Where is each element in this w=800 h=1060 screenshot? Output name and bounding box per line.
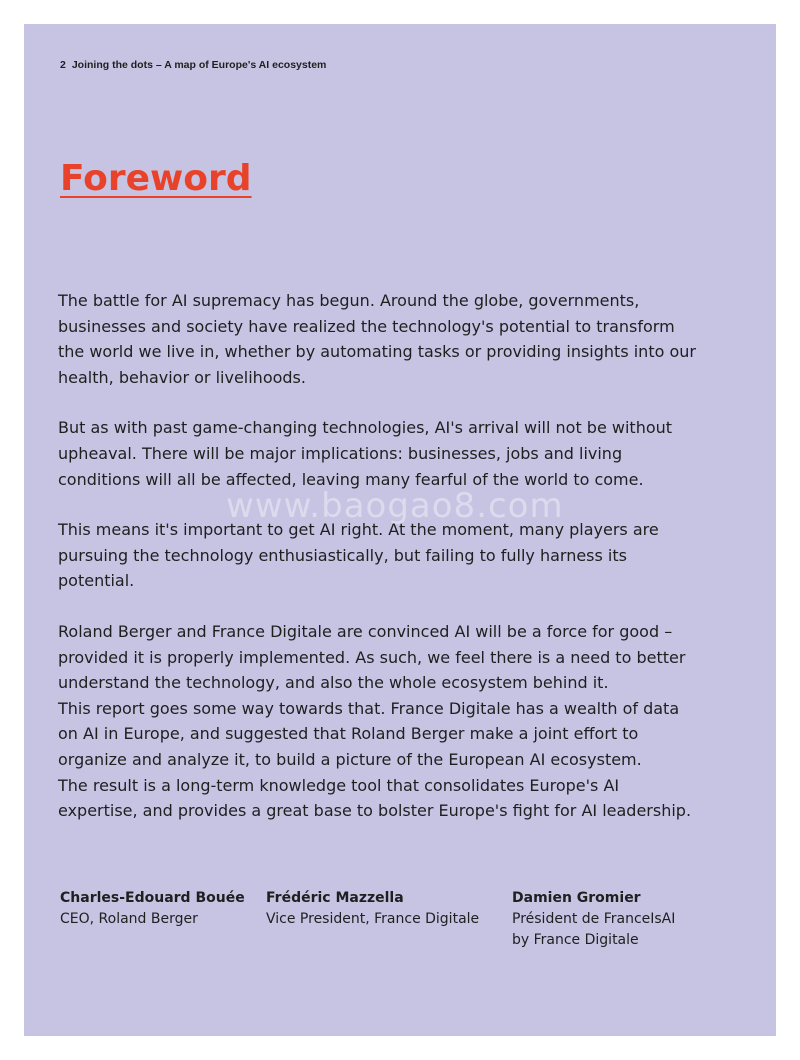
paragraph-6: The result is a long-term knowledge tool that consolidates Europe's AI expertise, and provides a great base to bolster Europe's fight for AI leadership. — [58, 775, 692, 821]
signatory-gromier — [512, 888, 692, 951]
signatory-role: Président de FranceIsAI by France Digitale — [512, 911, 676, 948]
paragraph-5: This report goes some way towards that. France Digitale has a wealth of data on AI in Europe, and suggested that Roland Berger make a joint effort to organize and analyze it, to build a picture of the European AI ecosystem. — [58, 698, 680, 769]
paragraph-3: This means it's important to get AI right. At the moment, many players are pursuing the technology enthusiastically, but failing to fully harness its potential. — [58, 520, 659, 591]
signatory-name: Frédéric Mazzella — [266, 890, 404, 906]
running-header — [60, 59, 326, 71]
foreword-body — [58, 288, 698, 824]
signatory-mazzella — [266, 888, 479, 930]
paragraph-4: Roland Berger and France Digitale are convinced AI will be a force for good – provided it is properly implemented. As such, we feel there is a need to better understand the technology, and also the whole ecosystem behind it. — [58, 621, 686, 693]
page-title: Foreword — [60, 158, 252, 199]
page-number: 2 — [60, 59, 66, 71]
signatory-role: Vice President, France Digitale — [266, 911, 480, 927]
signatory-name: Damien Gromier — [512, 890, 641, 906]
paragraph-1: The battle for AI supremacy has begun. Around the globe, governments, businesses and society have realized the technology's potential to transform the world we live in, whether by automating tasks or providing insights into our health, behavior or livelihoods. — [58, 291, 696, 387]
signatory-role: CEO, Roland Berger — [60, 911, 198, 927]
watermark: www.baogao8.com — [226, 486, 564, 526]
signatory-bouee — [60, 888, 245, 930]
paragraph-2: But as with past game-changing technologies, AI's arrival will not be without upheaval. There will be major implications: businesses, jobs and living conditions will all be affected, leaving many fearful of the world to come. — [58, 418, 673, 489]
running-title: Joining the dots – A map of Europe's AI ecosystem — [71, 59, 327, 71]
signatory-name: Charles-Edouard Bouée — [60, 890, 245, 906]
signatures — [60, 888, 760, 978]
page-background — [24, 24, 776, 1036]
